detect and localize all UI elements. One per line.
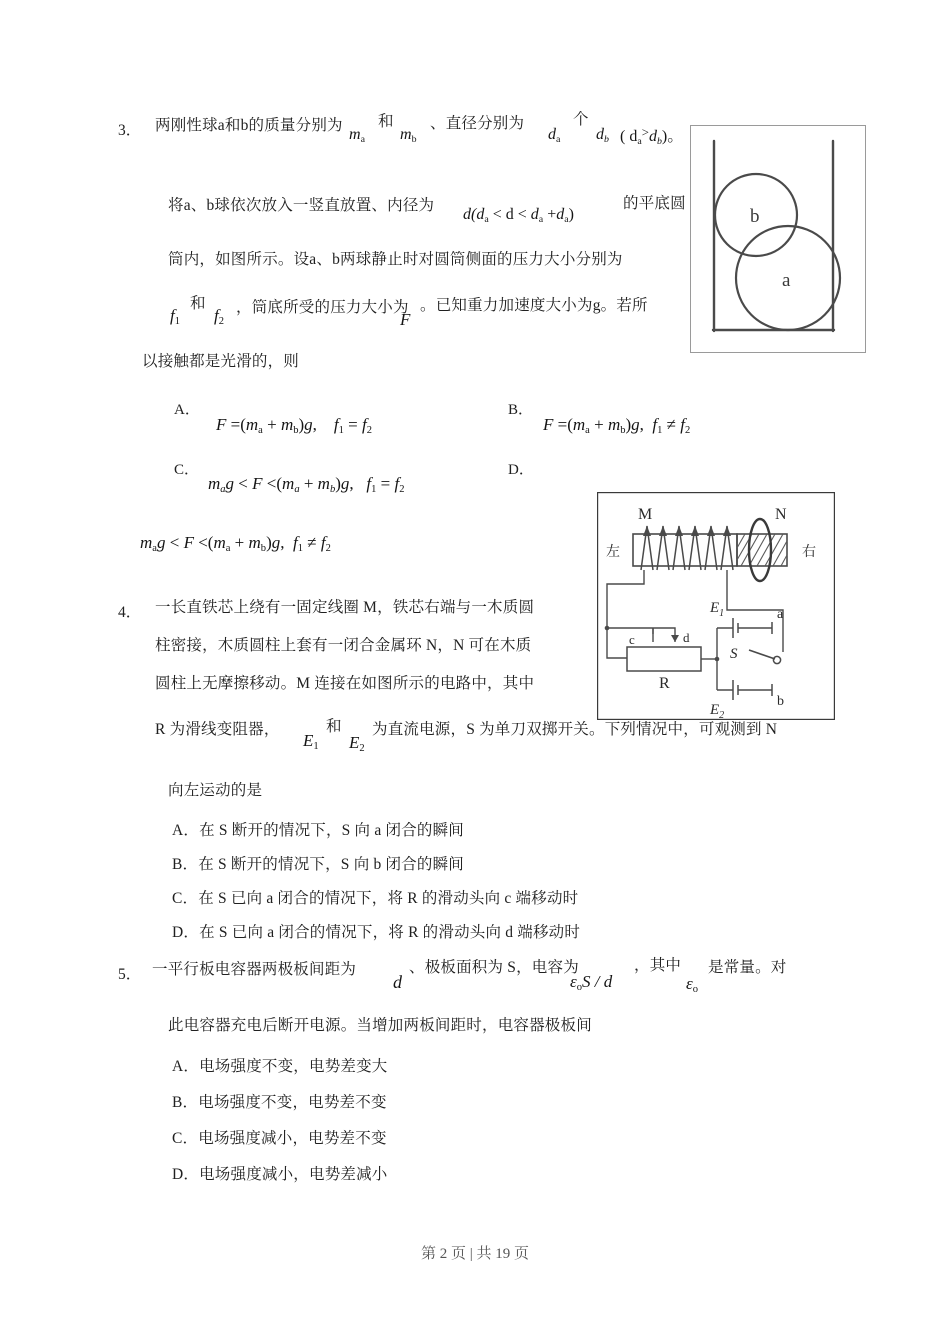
rheostat-terminal-d-label: d [683, 630, 690, 645]
q3-option-c-label[interactable]: C． [174, 462, 200, 478]
q3-symbol-db: $d_b$ [596, 126, 609, 145]
switch-contact-b-label: b [777, 694, 784, 709]
q3-symbol-f1: $f_1$ [170, 306, 180, 327]
q5-option-d[interactable]: D．电场强度减小，电势差减小 [172, 1166, 388, 1183]
battery-E1-label: $E_1$ [710, 600, 725, 619]
q3-line4-and: 和 [190, 295, 206, 312]
q5-line2: 此电容器充电后断开电源。当增加两板间距时，电容器极板间 [168, 1017, 592, 1034]
cylinder-figure-svg [690, 125, 866, 353]
q3-line4-mid: ，筒底所受的压力大小为 [236, 299, 409, 316]
q4-line4-part-b: 为直流电源，S 为单刀双掷开关。下列情况中，可观测到 N [372, 721, 778, 738]
page-footer: 第 2 页 | 共 19 页 [420, 1246, 529, 1262]
q3-symbol-da: $d_a$ [548, 126, 561, 145]
q5-line1-part-c: ，其中 [634, 957, 682, 974]
q4-line5: 向左运动的是 [168, 782, 263, 799]
q5-line1-part-d: 是常量。对 [708, 959, 787, 976]
q3-line3: 筒内，如图所示。设a、b两球静止时对圆筒侧面的压力大小分别为 [168, 251, 623, 268]
q3-line2-part-b: 的平底圆 [623, 195, 686, 212]
q5-line1-part-a: 一平行板电容器两极板间距为 [152, 961, 357, 978]
rheostat-label-R: R [659, 675, 670, 692]
q3-line1-he: 个 [573, 111, 589, 128]
q3-line1-part-b: 、直径分别为 [430, 115, 525, 132]
ball-b-label: b [750, 206, 760, 227]
ring-label-N: N [775, 506, 787, 523]
ball-a-label: a [782, 270, 791, 291]
q4-option-a[interactable]: A．在 S 断开的情况下，S 向 a 闭合的瞬间 [172, 822, 464, 839]
q4-line3: 圆柱上无摩擦移动。M 连接在如图所示的电路中，其中 [155, 675, 535, 692]
q4-option-b[interactable]: B．在 S 断开的情况下，S 向 b 闭合的瞬间 [172, 856, 465, 873]
q3-symbol-f2: $f_2$ [214, 306, 224, 327]
q3-option-b-label[interactable]: B． [508, 402, 534, 418]
question-3-number: 3． [118, 122, 142, 139]
q3-line2-formula: $d(d_a < d < d_a +d_a)$ [463, 206, 574, 225]
q3-option-d-label[interactable]: D． [508, 462, 534, 478]
q3-line2-part-a: 将a、b球依次放入一竖直放置、内径为 [168, 197, 435, 214]
figure-frame [691, 126, 866, 353]
q5-capacitance-formula: $\varepsilon_oS$ / d [570, 972, 613, 993]
figure-cylinder-with-balls [690, 125, 866, 353]
q3-line4-end: 。已知重力加速度大小为g。若所 [420, 297, 648, 314]
question-4-number: 4． [118, 604, 142, 621]
q4-symbol-E2: $E_2$ [349, 733, 365, 754]
q3-option-d-formula: $m_ag < F <(m_a + m_b)g$, $f_1 \ne f_2$ [140, 533, 331, 554]
q4-option-d[interactable]: D．在 S 已向 a 闭合的情况下，将 R 的滑动头向 d 端移动时 [172, 924, 581, 941]
q5-option-a[interactable]: A．电场强度不变，电势差变大 [172, 1058, 388, 1075]
q4-option-c[interactable]: C．在 S 已向 a 闭合的情况下，将 R 的滑动头向 c 端移动时 [172, 890, 579, 907]
switch-contact-a-label: a [777, 607, 784, 622]
q5-symbol-d: d [393, 972, 402, 992]
q3-symbol-mb: $m_b$ [400, 126, 417, 145]
figure-circuit [597, 492, 835, 720]
q3-option-a-formula: $F =(m_a + m_b)g$, $f_1 = f_2$ [216, 415, 373, 436]
q3-line5: 以接触都是光滑的，则 [142, 353, 300, 370]
q3-option-c-formula: $m_ag < F <(m_a + m_b)g$, $f_1 = f_2$ [208, 474, 405, 495]
q5-option-c[interactable]: C．电场强度减小，电势差不变 [172, 1130, 387, 1147]
q3-line1-and: 和 [378, 113, 394, 130]
rheostat-terminal-c-label: c [629, 632, 635, 647]
q5-symbol-epsilon: $\varepsilon_o$ [686, 974, 698, 995]
q3-symbol-ma: $m_a$ [349, 126, 365, 145]
junction-dot-left [605, 626, 610, 631]
q3-line1-part-a: 两刚性球a和b的质量分别为 [155, 117, 343, 134]
q4-symbol-E1: $E_1$ [303, 731, 319, 752]
coil-label-M: M [638, 506, 653, 523]
question-5-number: 5． [118, 966, 142, 983]
circuit-figure-svg [597, 492, 835, 720]
junction-dot-right [715, 657, 720, 662]
direction-label-left: 左 [606, 545, 620, 560]
q4-line2: 柱密接，木质圆柱上套有一闭合金属环 N，N 可在木质 [155, 637, 532, 654]
q3-option-a-label[interactable]: A． [174, 402, 200, 418]
q5-line1-part-b: 、极板面积为 S，电容为 [409, 959, 579, 976]
direction-label-right: 右 [802, 545, 816, 560]
q3-option-b-formula: $F =(m_a + m_b)g$, $f_1 \ne f_2$ [543, 415, 691, 436]
q4-line1: 一长直铁芯上绕有一固定线圈 M，铁芯右端与一木质圆 [155, 599, 535, 616]
q4-line4-and: 和 [326, 718, 342, 735]
switch-label-S: S [730, 646, 738, 662]
q5-option-b[interactable]: B．电场强度不变，电势差不变 [172, 1094, 387, 1111]
q3-symbol-F: F [400, 310, 411, 329]
battery-E2-label: $E_2$ [710, 702, 725, 720]
q4-line4-part-a: R 为滑线变阻器， [155, 721, 280, 738]
q3-line1-inequality: ( $d_a^>d_b$)。 [620, 125, 684, 147]
